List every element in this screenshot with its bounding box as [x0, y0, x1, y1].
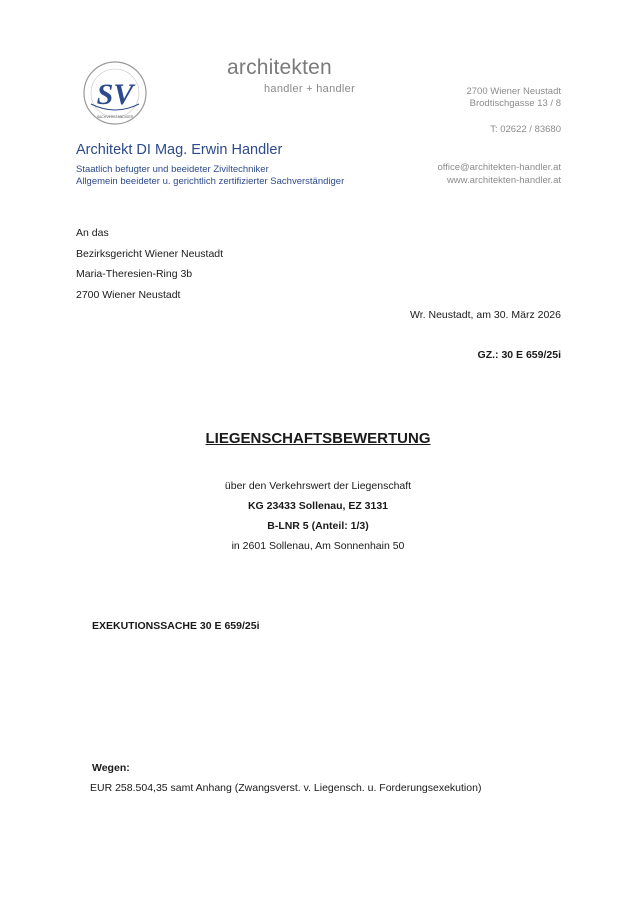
case-heading: EXEKUTIONSSACHE 30 E 659/25i — [92, 620, 260, 632]
subject-line-1: über den Verkehrswert der Liegenschaft — [224, 480, 412, 492]
address-city: 2700 Wiener Neustadt — [466, 86, 561, 97]
sv-logo — [82, 60, 148, 126]
reference-number: GZ.: 30 E 659/25i — [477, 349, 561, 361]
qualification-line-1: Staatlich befugter und beeideter Ziviltechniker — [76, 164, 269, 175]
recipient-line-2: Bezirksgericht Wiener Neustadt — [76, 248, 224, 260]
phone-number: T: 02622 / 83680 — [490, 124, 561, 135]
subject-line-2: KG 23433 Sollenau, EZ 3131 — [247, 500, 389, 512]
website-link[interactable]: www.architekten-handler.at — [446, 175, 561, 186]
subject-line-4: in 2601 Sollenau, Am Sonnenhain 50 — [231, 540, 405, 552]
logo-ring-text: SACHVERSTÄNDIGER — [96, 115, 134, 119]
date-line: Wr. Neustadt, am 30. März 2026 — [410, 309, 561, 321]
recipient-line-1: An das — [76, 227, 109, 239]
recipient-line-3: Maria-Theresien-Ring 3b — [76, 268, 193, 280]
recipient-line-4: 2700 Wiener Neustadt — [76, 289, 181, 301]
qualification-line-2: Allgemein beeideter u. gerichtlich zertifizierter Sachverständiger — [76, 176, 345, 187]
address-street: Brodtischgasse 13 / 8 — [469, 98, 561, 109]
brand-name: architekten — [227, 56, 332, 79]
reason-label: Wegen: — [92, 762, 130, 774]
document-title: LIEGENSCHAFTSBEWERTUNG — [205, 430, 431, 447]
architect-name: Architekt DI Mag. Erwin Handler — [76, 142, 283, 158]
email-link[interactable]: office@architekten-handler.at — [437, 162, 561, 173]
brand-subtitle: handler + handler — [264, 83, 356, 95]
subject-line-3: B-LNR 5 (Anteil: 1/3) — [267, 520, 369, 532]
logo-letters: SV — [96, 78, 134, 111]
reason-text: EUR 258.504,35 samt Anhang (Zwangsverst. v. Liegensch. u. Forderungsexekution) — [90, 782, 482, 794]
